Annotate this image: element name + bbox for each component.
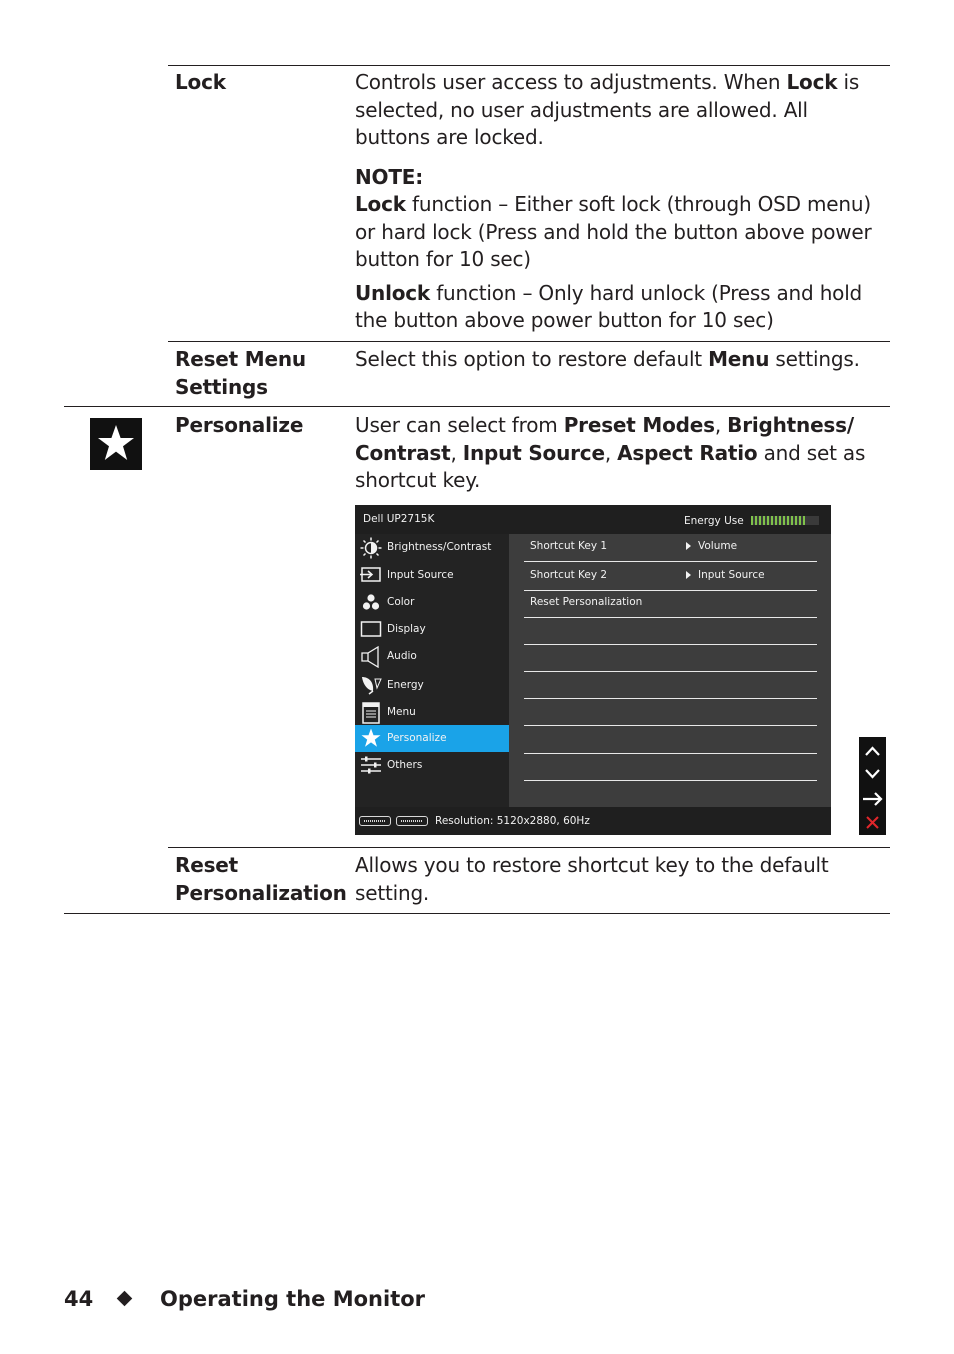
osd-menu-item-color[interactable] — [355, 589, 509, 616]
personalize-description: User can select from Preset Modes, Brightness/ Contrast, Input Source, Aspect Ratio and set as shortcut key. — [355, 413, 866, 492]
osd-menu-item-label: Menu — [387, 706, 416, 718]
up-arrow-icon[interactable] — [859, 739, 886, 763]
reset-personalization-description: Allows you to restore shortcut key to the default setting. — [355, 853, 829, 905]
resolution-readout: Resolution: 5120x2880, 60Hz — [435, 815, 590, 827]
table-rule — [168, 847, 890, 848]
right-arrow-icon[interactable] — [859, 787, 886, 811]
monitor-button-strip — [859, 737, 886, 835]
osd-menu-item-label: Personalize — [387, 732, 447, 744]
diamond-bullet-icon — [117, 1291, 133, 1307]
caret-right-icon — [686, 542, 691, 550]
sliders-icon — [360, 755, 382, 775]
osd-row-value: Volume — [686, 540, 737, 552]
osd-menu-item-label: Input Source — [387, 569, 454, 581]
note-title: NOTE: — [355, 164, 424, 189]
page-number: 44 — [64, 1287, 94, 1311]
osd-content-panel — [509, 534, 831, 807]
osd-empty-row — [524, 671, 817, 699]
osd-empty-row — [524, 698, 817, 726]
osd-title: Dell UP2715K — [363, 513, 435, 525]
star-icon — [360, 728, 382, 748]
table-top-rule — [168, 65, 890, 66]
osd-menu-item-label: Audio — [387, 650, 417, 662]
osd-reset-personalization[interactable] — [524, 590, 817, 618]
osd-menu-item-personalize[interactable] — [355, 725, 509, 752]
osd-row-label: Reset Personalization — [530, 596, 643, 608]
speaker-icon — [360, 646, 382, 666]
down-arrow-icon[interactable] — [859, 762, 886, 786]
osd-row-label: Shortcut Key 1 — [530, 540, 608, 552]
osd-menu-item-label: Energy — [387, 679, 424, 691]
osd-empty-row — [524, 726, 817, 754]
osd-menu — [355, 505, 831, 835]
osd-menu-item-energy[interactable] — [355, 672, 509, 699]
osd-menu-item-audio[interactable] — [355, 643, 509, 670]
osd-sidebar — [355, 534, 509, 807]
table-rule — [168, 341, 890, 342]
personalize-label: Personalize — [175, 413, 304, 437]
osd-empty-row — [524, 644, 817, 672]
osd-menu-item-label: Others — [387, 759, 423, 771]
osd-menu-item-display[interactable] — [355, 616, 509, 643]
reset-menu-description: Select this option to restore default Menu settings. — [355, 347, 860, 371]
osd-menu-item-brightness[interactable] — [355, 534, 509, 561]
energy-use-label: Energy Use — [684, 515, 744, 527]
osd-menu-item-menu[interactable] — [355, 699, 509, 726]
osd-footer — [355, 807, 831, 835]
menu-icon — [360, 702, 382, 722]
star-icon — [90, 418, 142, 470]
osd-row-label: Shortcut Key 2 — [530, 569, 608, 581]
osd-header — [355, 505, 831, 534]
osd-menu-item-others[interactable] — [355, 752, 509, 779]
osd-empty-row — [524, 617, 817, 645]
osd-row-value: Input Source — [686, 569, 765, 581]
caret-right-icon — [686, 571, 691, 579]
energy-use-fill — [751, 516, 807, 525]
reset-menu-label: Reset Menu Settings — [175, 347, 306, 399]
energy-use-meter — [751, 516, 819, 525]
display-icon — [360, 619, 382, 639]
color-icon — [360, 592, 382, 612]
input-source-icon — [360, 565, 382, 585]
brightness-icon — [360, 537, 382, 557]
table-bottom-rule — [64, 913, 890, 914]
energy-leaf-icon — [360, 675, 382, 695]
close-icon[interactable] — [859, 810, 886, 834]
section-title: Operating the Monitor — [160, 1287, 426, 1311]
hdmi-port-icon — [359, 816, 391, 826]
osd-empty-row — [524, 753, 817, 781]
osd-menu-item-label: Display — [387, 623, 426, 635]
osd-menu-item-label: Brightness/Contrast — [387, 541, 492, 553]
osd-menu-item-label: Color — [387, 596, 415, 608]
osd-shortcut-key-2[interactable] — [524, 563, 817, 591]
osd-menu-item-input-source[interactable] — [355, 562, 509, 589]
lock-label: Lock — [175, 70, 226, 94]
lock-description: Controls user access to adjustments. When Lock is selected, no user adjustments are allowed. All buttons are locked. NOTE: Lock function – Either soft lock (through OSD menu) or hard lock (Press and hold the button above power button for 10 sec) Unlock function – Only hard unlock (Press and hold the button above power button for 10 sec) — [355, 70, 872, 332]
displayport-icon — [396, 816, 428, 826]
table-rule — [64, 406, 890, 407]
reset-personalization-label: Reset Personalization — [175, 853, 347, 905]
osd-shortcut-key-1[interactable] — [524, 534, 817, 562]
